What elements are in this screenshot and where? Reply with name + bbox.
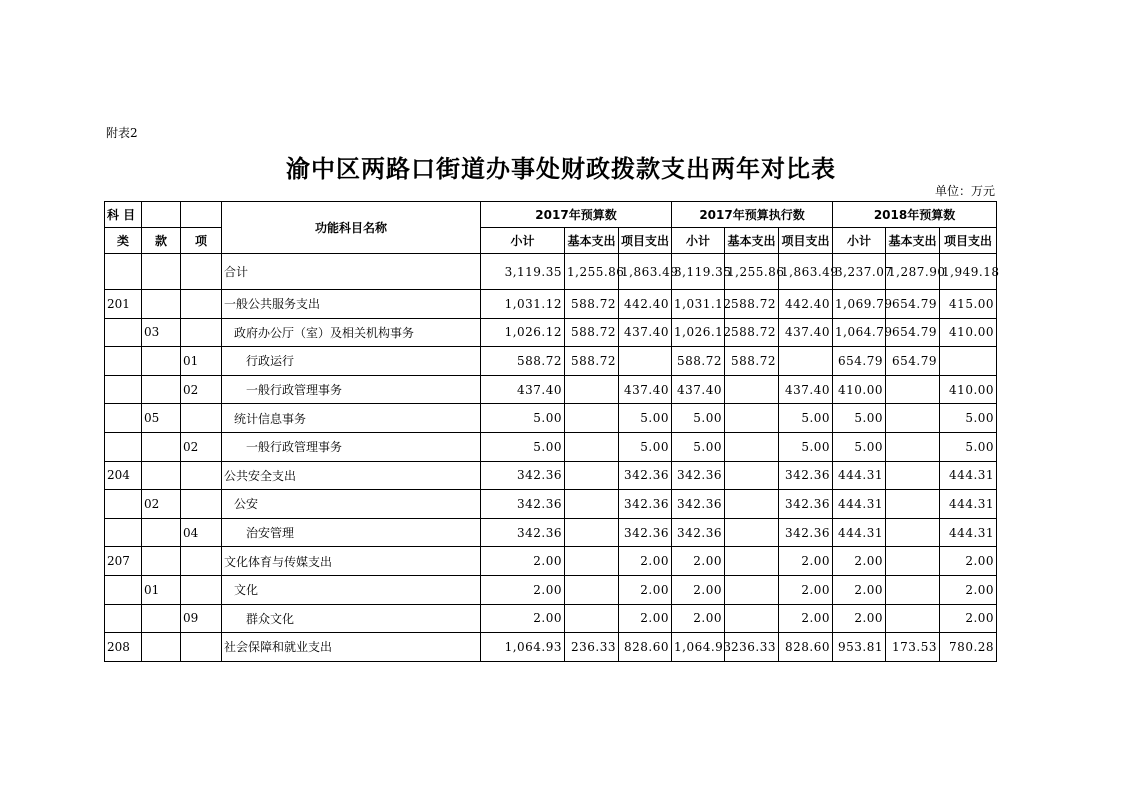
item-name-cell: 治安管理 [222,518,481,547]
lei-code-cell: 204 [105,461,142,490]
project-value-cell: 444.31 [940,490,997,519]
basic-value-cell: 236.33 [565,633,619,662]
item-name-cell: 公安 [222,490,481,519]
xiang-code-cell: 02 [181,375,222,404]
subtotal-value-cell: 3,237.07 [833,254,886,290]
project-value-cell [940,347,997,376]
project-value-cell: 1,863.49 [619,254,672,290]
subtotal-value-cell: 1,026.12 [481,318,565,347]
project-value-cell: 437.40 [779,318,833,347]
subtotal-value-cell: 5.00 [481,432,565,461]
lei-code-cell: 208 [105,633,142,662]
table-row [105,604,997,633]
basic-value-cell: 173.53 [886,633,940,662]
subtotal-value-cell: 2.00 [672,547,725,576]
basic-value-cell [886,604,940,633]
basic-value-cell [725,461,779,490]
project-value-cell: 2.00 [779,547,833,576]
project-value-cell: 2.00 [619,575,672,604]
project-value-cell: 444.31 [940,461,997,490]
subtotal-value-cell: 2.00 [833,604,886,633]
basic-value-cell [886,404,940,433]
subtotal-value-cell: 1,026.12 [672,318,725,347]
project-value-cell: 828.60 [779,633,833,662]
subtotal-value-cell: 2.00 [481,547,565,576]
basic-value-cell [565,604,619,633]
basic-value-cell: 1,255.86 [565,254,619,290]
xiang-code-cell [181,404,222,433]
blank-header-cell [181,202,222,228]
project-value-cell: 2.00 [619,547,672,576]
lei-code-cell: 207 [105,547,142,576]
subtotal-value-cell: 2.00 [833,547,886,576]
basic-value-cell: 654.79 [886,290,940,319]
subtotal-value-cell: 953.81 [833,633,886,662]
basic-expense-header: 基本支出 [565,228,619,254]
kuan-code-cell: 02 [142,490,181,519]
basic-value-cell [725,575,779,604]
subtotal-value-cell: 444.31 [833,490,886,519]
lei-code-cell [105,518,142,547]
kuan-code-cell [142,633,181,662]
project-value-cell: 437.40 [619,318,672,347]
basic-value-cell [725,432,779,461]
subtotal-value-cell: 1,064.93 [481,633,565,662]
subtotal-header: 小计 [833,228,886,254]
subtotal-value-cell: 1,064.79 [833,318,886,347]
basic-value-cell [565,375,619,404]
lei-code-cell [105,318,142,347]
basic-value-cell [886,575,940,604]
subject-header: 科 目 [105,202,142,228]
item-name-cell: 行政运行 [222,347,481,376]
kuan-code-cell [142,347,181,376]
subtotal-value-cell: 588.72 [672,347,725,376]
project-value-cell: 828.60 [619,633,672,662]
kuan-code-cell [142,461,181,490]
basic-value-cell: 588.72 [565,347,619,376]
xiang-code-cell [181,461,222,490]
item-name-cell: 一般行政管理事务 [222,432,481,461]
basic-value-cell [565,461,619,490]
project-value-cell: 437.40 [779,375,833,404]
project-value-cell: 415.00 [940,290,997,319]
subtotal-value-cell: 342.36 [672,490,725,519]
kuan-code-cell: 01 [142,575,181,604]
project-expense-header: 项目支出 [779,228,833,254]
table-row [105,375,997,404]
basic-value-cell [565,404,619,433]
unit-label: 单位：万元 [935,184,996,198]
lei-code-cell [105,375,142,404]
subtotal-value-cell: 3,119.35 [481,254,565,290]
basic-value-cell [886,375,940,404]
basic-value-cell [565,575,619,604]
group-header-2017-budget: 2017年预算数 [481,202,672,228]
subtotal-value-cell: 444.31 [833,461,886,490]
item-name-cell: 群众文化 [222,604,481,633]
subtotal-value-cell: 5.00 [833,404,886,433]
project-value-cell: 342.36 [619,518,672,547]
table-row [105,432,997,461]
subtotal-value-cell: 342.36 [481,518,565,547]
kuan-code-cell [142,518,181,547]
xiang-code-cell [181,547,222,576]
project-value-cell: 2.00 [779,575,833,604]
basic-value-cell: 588.72 [725,290,779,319]
subtotal-value-cell: 444.31 [833,518,886,547]
table-row [105,633,997,662]
item-name-cell: 统计信息事务 [222,404,481,433]
lei-code-cell [105,604,142,633]
project-value-cell: 5.00 [940,432,997,461]
project-value-cell: 444.31 [940,518,997,547]
project-value-cell: 5.00 [779,404,833,433]
subtotal-value-cell: 437.40 [672,375,725,404]
lei-code-cell [105,432,142,461]
xiang-code-cell: 01 [181,347,222,376]
xiang-code-cell [181,290,222,319]
subtotal-value-cell: 437.40 [481,375,565,404]
basic-value-cell [565,518,619,547]
xiang-code-cell [181,633,222,662]
subtotal-value-cell: 654.79 [833,347,886,376]
basic-value-cell [725,518,779,547]
xiang-code-cell [181,490,222,519]
basic-value-cell: 588.72 [725,347,779,376]
subtotal-value-cell: 5.00 [672,432,725,461]
project-expense-header: 项目支出 [619,228,672,254]
group-header-2018-budget: 2018年预算数 [833,202,997,228]
project-value-cell: 2.00 [779,604,833,633]
project-value-cell: 442.40 [619,290,672,319]
subtotal-header: 小计 [481,228,565,254]
table-row [105,404,997,433]
project-value-cell: 342.36 [779,518,833,547]
project-value-cell: 437.40 [619,375,672,404]
table-row [105,347,997,376]
table-row [105,547,997,576]
subtotal-value-cell: 410.00 [833,375,886,404]
item-name-cell: 合计 [222,254,481,290]
basic-value-cell [725,375,779,404]
subtotal-value-cell: 588.72 [481,347,565,376]
subtotal-value-cell: 5.00 [481,404,565,433]
name-column-header: 功能科目名称 [222,202,481,254]
xiang-code-cell: 09 [181,604,222,633]
table-row [105,518,997,547]
subtotal-value-cell: 342.36 [481,461,565,490]
project-value-cell [779,347,833,376]
page-title: 渝中区两路口街道办事处财政拨款支出两年对比表 [286,155,836,183]
project-value-cell: 5.00 [619,404,672,433]
kuan-code-cell [142,254,181,290]
basic-value-cell [886,518,940,547]
header-row-1 [105,202,997,228]
xiang-code-cell [181,318,222,347]
basic-value-cell: 654.79 [886,318,940,347]
lei-code-cell: 201 [105,290,142,319]
project-value-cell: 780.28 [940,633,997,662]
basic-value-cell [725,490,779,519]
project-value-cell: 342.36 [779,490,833,519]
xiang-code-cell [181,575,222,604]
basic-value-cell: 588.72 [565,290,619,319]
basic-value-cell: 588.72 [725,318,779,347]
item-name-cell: 文化体育与传媒支出 [222,547,481,576]
subtotal-value-cell: 1,069.79 [833,290,886,319]
xiang-code-cell [181,254,222,290]
kuan-code-cell: 03 [142,318,181,347]
project-value-cell: 2.00 [940,575,997,604]
blank-header-cell [142,202,181,228]
basic-value-cell [886,432,940,461]
kuan-code-cell [142,290,181,319]
subtotal-value-cell: 5.00 [672,404,725,433]
project-expense-header: 项目支出 [940,228,997,254]
group-header-2017-execution: 2017年预算执行数 [672,202,833,228]
table-row [105,318,997,347]
lei-code-cell [105,404,142,433]
kuan-code-cell [142,604,181,633]
kuan-code-cell [142,375,181,404]
basic-expense-header: 基本支出 [886,228,940,254]
project-value-cell [619,347,672,376]
kuan-code-cell [142,432,181,461]
project-value-cell: 410.00 [940,375,997,404]
item-name-cell: 公共安全支出 [222,461,481,490]
item-name-cell: 一般行政管理事务 [222,375,481,404]
lei-code-cell [105,347,142,376]
basic-value-cell [725,404,779,433]
subtotal-value-cell: 2.00 [481,575,565,604]
subtotal-value-cell: 2.00 [672,604,725,633]
item-name-cell: 社会保障和就业支出 [222,633,481,662]
kuan-header: 款 [142,228,181,254]
project-value-cell: 2.00 [940,547,997,576]
subtotal-value-cell: 342.36 [672,518,725,547]
lei-code-cell [105,254,142,290]
basic-expense-header: 基本支出 [725,228,779,254]
lei-code-cell [105,490,142,519]
project-value-cell: 410.00 [940,318,997,347]
basic-value-cell: 1,287.90 [886,254,940,290]
basic-value-cell: 654.79 [886,347,940,376]
basic-value-cell [886,461,940,490]
kuan-code-cell: 05 [142,404,181,433]
subtotal-value-cell: 342.36 [672,461,725,490]
xiang-code-cell: 02 [181,432,222,461]
item-name-cell: 政府办公厅（室）及相关机构事务 [222,318,481,347]
basic-value-cell [565,547,619,576]
item-name-cell: 文化 [222,575,481,604]
xiang-code-cell: 04 [181,518,222,547]
subtotal-value-cell: 2.00 [481,604,565,633]
subtotal-value-cell: 2.00 [833,575,886,604]
subtotal-value-cell: 342.36 [481,490,565,519]
project-value-cell: 5.00 [779,432,833,461]
lei-code-cell [105,575,142,604]
subtotal-value-cell: 2.00 [672,575,725,604]
budget-table [104,201,1000,662]
basic-value-cell [565,432,619,461]
project-value-cell: 5.00 [940,404,997,433]
table-row [105,290,997,319]
project-value-cell: 342.36 [779,461,833,490]
project-value-cell: 442.40 [779,290,833,319]
basic-value-cell [565,490,619,519]
kuan-code-cell [142,547,181,576]
subtotal-value-cell: 1,031.12 [481,290,565,319]
lei-header: 类 [105,228,142,254]
project-value-cell: 1,863.49 [779,254,833,290]
table-row [105,461,997,490]
project-value-cell: 1,949.18 [940,254,997,290]
xiang-header: 项 [181,228,222,254]
table-row [105,575,997,604]
table-row [105,254,997,290]
subtotal-value-cell: 1,031.12 [672,290,725,319]
basic-value-cell: 236.33 [725,633,779,662]
basic-value-cell [886,547,940,576]
table-row [105,490,997,519]
subtotal-header: 小计 [672,228,725,254]
project-value-cell: 342.36 [619,461,672,490]
basic-value-cell [886,490,940,519]
basic-value-cell: 1,255.86 [725,254,779,290]
project-value-cell: 2.00 [619,604,672,633]
project-value-cell: 342.36 [619,490,672,519]
subtotal-value-cell: 3,119.35 [672,254,725,290]
basic-value-cell: 588.72 [565,318,619,347]
basic-value-cell [725,604,779,633]
project-value-cell: 5.00 [619,432,672,461]
attachment-label: 附表2 [106,126,138,140]
basic-value-cell [725,547,779,576]
item-name-cell: 一般公共服务支出 [222,290,481,319]
project-value-cell: 2.00 [940,604,997,633]
subtotal-value-cell: 1,064.93 [672,633,725,662]
subtotal-value-cell: 5.00 [833,432,886,461]
